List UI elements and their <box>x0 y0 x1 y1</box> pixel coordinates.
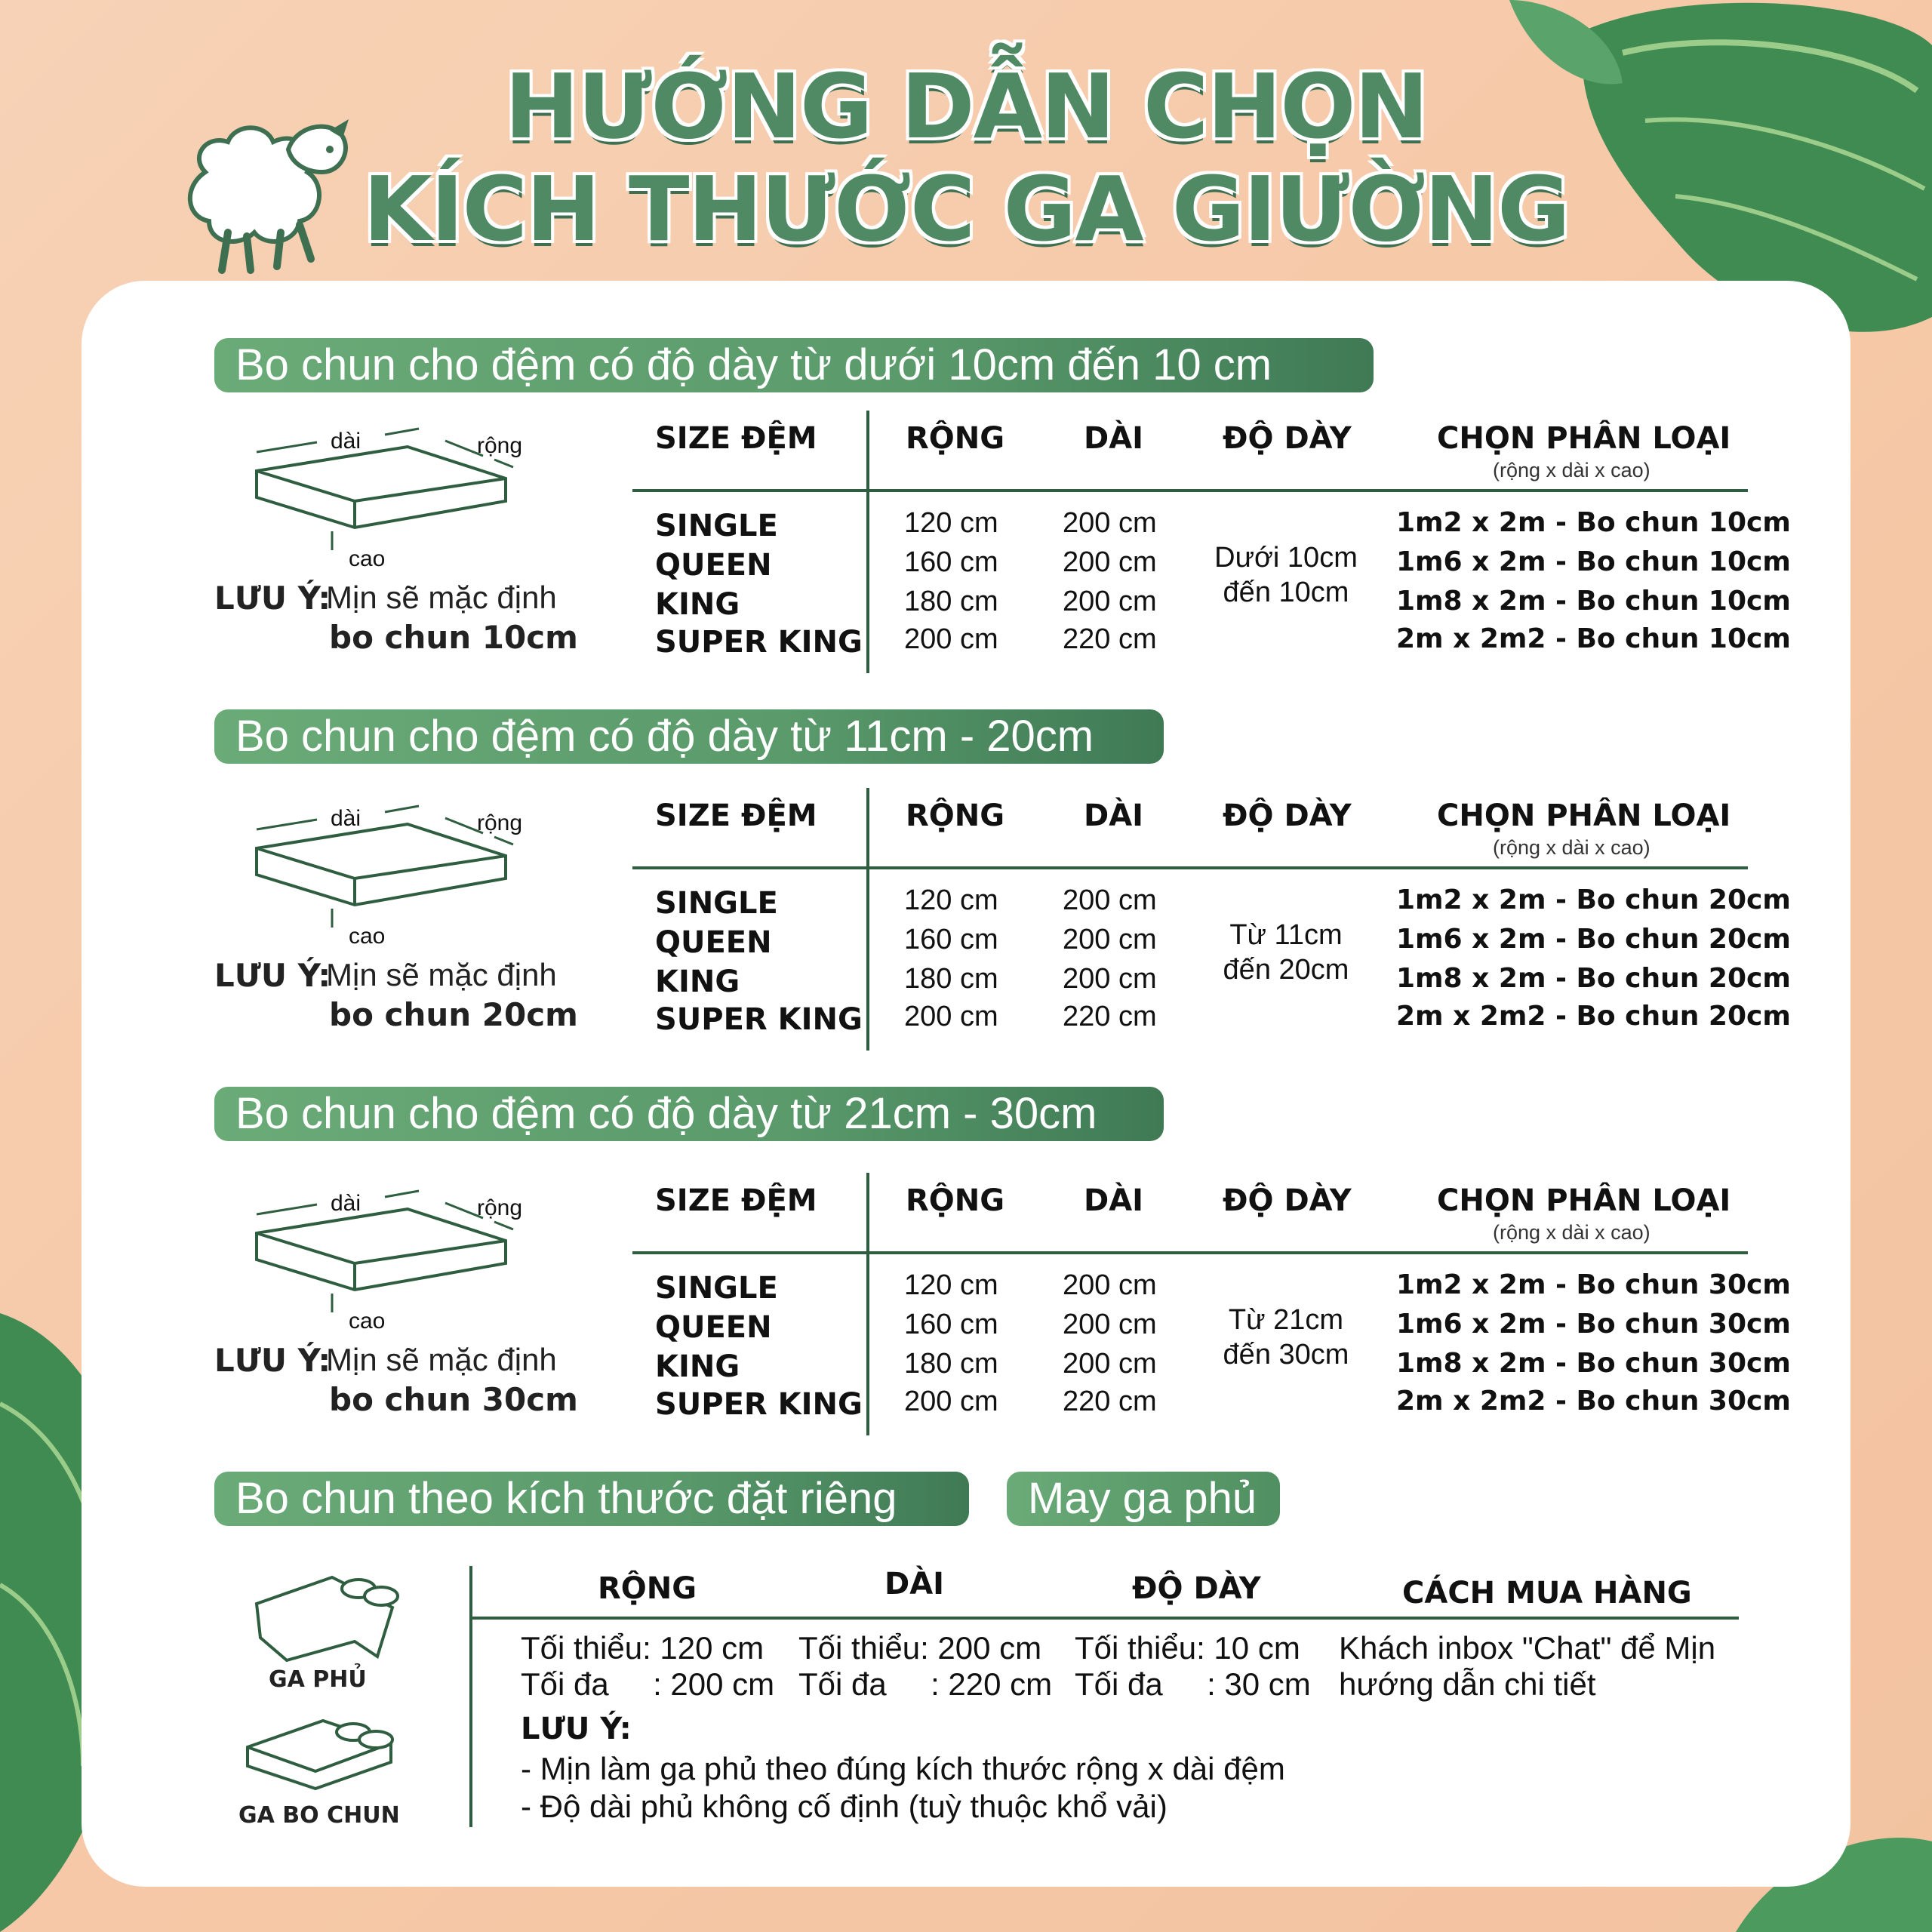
header-thickness: ĐỘ DÀY <box>1223 798 1352 833</box>
custom-header-width: RỘNG <box>598 1571 697 1606</box>
custom-size-banner: Bo chun theo kích thước đặt riêng <box>214 1472 969 1526</box>
note-label: LƯU Ý: <box>214 1342 331 1379</box>
size-length: 200 cm <box>1063 546 1157 578</box>
note-default: bo chun 10cm <box>329 619 578 656</box>
table-hline <box>632 489 1748 492</box>
header-length: DÀI <box>1084 421 1144 456</box>
mattress-label-length: dài <box>331 806 361 831</box>
custom-note-line2: - Độ dài phủ không cố định (tuỳ thuộc khổ vải) <box>521 1789 1168 1824</box>
size-length: 200 cm <box>1063 507 1157 539</box>
thickness-line2: đến 30cm <box>1223 1339 1349 1371</box>
size-name: SINGLE <box>655 886 778 921</box>
header-option-sub: (rộng x dài x cao) <box>1493 1221 1651 1244</box>
custom-header-buy: CÁCH MUA HÀNG <box>1402 1576 1692 1611</box>
note-text: Mịn sẽ mặc định <box>326 1342 557 1377</box>
ga-phu-icon <box>242 1566 400 1664</box>
size-name: SUPER KING <box>655 1002 863 1037</box>
header-thickness: ĐỘ DÀY <box>1223 1183 1352 1218</box>
size-length: 200 cm <box>1063 1309 1157 1340</box>
ga-bo-chun-icon <box>240 1702 398 1792</box>
table-vline <box>866 788 869 1051</box>
size-name: SINGLE <box>655 509 778 543</box>
size-name: SINGLE <box>655 1271 778 1306</box>
note-label: LƯU Ý: <box>214 957 331 994</box>
header-size: SIZE ĐỆM <box>655 421 817 456</box>
size-option: 1m8 x 2m - Bo chun 30cm <box>1396 1348 1791 1379</box>
size-name: SUPER KING <box>655 625 863 660</box>
mattress-label-width: rộng <box>477 811 523 835</box>
section-2-banner: Bo chun cho đệm có độ dày từ 11cm - 20cm <box>214 709 1164 764</box>
size-option: 1m8 x 2m - Bo chun 20cm <box>1396 963 1791 994</box>
mattress-label-width: rộng <box>477 433 523 458</box>
size-width: 200 cm <box>904 1001 998 1032</box>
header-width: RỘNG <box>906 1183 1005 1218</box>
mattress-label-height: cao <box>349 546 386 571</box>
size-option: 1m2 x 2m - Bo chun 30cm <box>1396 1269 1791 1300</box>
thickness-line1: Dưới 10cm <box>1214 542 1358 574</box>
header-width: RỘNG <box>906 798 1005 833</box>
size-width: 160 cm <box>904 924 998 955</box>
size-width: 120 cm <box>904 507 998 539</box>
note-text: Mịn sẽ mặc định <box>326 580 557 615</box>
thickness-line1: Từ 21cm <box>1228 1304 1344 1336</box>
custom-buy-line2: hướng dẫn chi tiết <box>1339 1666 1596 1702</box>
header-option: CHỌN PHÂN LOẠI <box>1437 798 1731 833</box>
mattress-label-length: dài <box>331 429 361 454</box>
ga-phu-label: GA PHỦ <box>269 1666 367 1693</box>
header-option: CHỌN PHÂN LOẠI <box>1437 421 1731 456</box>
size-name: QUEEN <box>655 1310 772 1345</box>
custom-thick-max: Tối đa : 30 cm <box>1075 1666 1311 1702</box>
size-length: 220 cm <box>1063 1386 1157 1417</box>
custom-table-hline <box>472 1617 1739 1620</box>
page-title-line1: HƯỚNG DẪN CHỌN <box>504 54 1428 158</box>
size-width: 180 cm <box>904 963 998 995</box>
note-label: LƯU Ý: <box>214 580 331 617</box>
size-length: 200 cm <box>1063 963 1157 995</box>
size-width: 200 cm <box>904 623 998 655</box>
section-1-banner: Bo chun cho đệm có độ dày từ dưới 10cm đến 10 cm <box>214 338 1374 392</box>
custom-table-vline <box>469 1566 472 1827</box>
size-length: 220 cm <box>1063 1001 1157 1032</box>
size-width: 180 cm <box>904 1348 998 1380</box>
size-option: 1m2 x 2m - Bo chun 20cm <box>1396 884 1791 915</box>
size-length: 200 cm <box>1063 884 1157 916</box>
size-option: 1m6 x 2m - Bo chun 30cm <box>1396 1309 1791 1340</box>
custom-buy-line1: Khách inbox "Chat" để Mịn <box>1339 1630 1716 1666</box>
header-option: CHỌN PHÂN LOẠI <box>1437 1183 1731 1218</box>
size-option: 1m6 x 2m - Bo chun 20cm <box>1396 924 1791 955</box>
thickness-line1: Từ 11cm <box>1229 919 1343 951</box>
ga-bo-chun-label: GA BO CHUN <box>238 1802 400 1829</box>
size-name: QUEEN <box>655 548 772 583</box>
size-name: KING <box>655 587 740 622</box>
custom-width-min: Tối thiểu: 120 cm <box>521 1630 764 1666</box>
size-width: 160 cm <box>904 1309 998 1340</box>
size-option: 1m6 x 2m - Bo chun 10cm <box>1396 546 1791 577</box>
header-option-sub: (rộng x dài x cao) <box>1493 459 1651 481</box>
mattress-label-width: rộng <box>477 1195 523 1220</box>
size-width: 160 cm <box>904 546 998 578</box>
header-size: SIZE ĐỆM <box>655 798 817 833</box>
custom-length-min: Tối thiểu: 200 cm <box>798 1630 1042 1666</box>
thickness-line2: đến 20cm <box>1223 954 1349 986</box>
header-length: DÀI <box>1084 798 1144 833</box>
size-option: 1m8 x 2m - Bo chun 10cm <box>1396 586 1791 617</box>
mattress-label-height: cao <box>349 1309 386 1334</box>
size-name: QUEEN <box>655 925 772 960</box>
size-option: 2m x 2m2 - Bo chun 20cm <box>1396 1001 1791 1032</box>
header-option-sub: (rộng x dài x cao) <box>1493 836 1651 859</box>
table-vline <box>866 1173 869 1435</box>
size-width: 120 cm <box>904 884 998 916</box>
size-width: 180 cm <box>904 586 998 617</box>
mattress-label-length: dài <box>331 1191 361 1216</box>
custom-note-line1: - Mịn làm ga phủ theo đúng kích thước rộng x dài đệm <box>521 1751 1285 1786</box>
size-option: 1m2 x 2m - Bo chun 10cm <box>1396 507 1791 538</box>
table-hline <box>632 1251 1748 1254</box>
size-name: KING <box>655 964 740 999</box>
table-hline <box>632 866 1748 869</box>
size-length: 200 cm <box>1063 586 1157 617</box>
table-vline <box>866 411 869 673</box>
custom-width-max: Tối đa : 200 cm <box>521 1666 775 1702</box>
size-length: 200 cm <box>1063 924 1157 955</box>
header-size: SIZE ĐỆM <box>655 1183 817 1218</box>
note-default: bo chun 20cm <box>329 996 578 1033</box>
page-title-line2: KÍCH THƯỚC GA GIƯỜNG <box>363 157 1569 261</box>
size-option: 2m x 2m2 - Bo chun 10cm <box>1396 623 1791 654</box>
custom-header-length: DÀI <box>884 1567 945 1601</box>
size-width: 120 cm <box>904 1269 998 1301</box>
header-thickness: ĐỘ DÀY <box>1223 421 1352 456</box>
custom-length-max: Tối đa : 220 cm <box>798 1666 1053 1702</box>
custom-thick-min: Tối thiểu: 10 cm <box>1075 1630 1300 1666</box>
mattress-label-height: cao <box>349 924 386 949</box>
header-length: DÀI <box>1084 1183 1144 1218</box>
size-width: 200 cm <box>904 1386 998 1417</box>
note-text: Mịn sẽ mặc định <box>326 957 557 992</box>
size-length: 220 cm <box>1063 623 1157 655</box>
size-length: 200 cm <box>1063 1269 1157 1301</box>
custom-header-thickness: ĐỘ DÀY <box>1132 1571 1261 1606</box>
size-name: SUPER KING <box>655 1387 863 1422</box>
custom-note-title: LƯU Ý: <box>521 1712 632 1746</box>
size-option: 2m x 2m2 - Bo chun 30cm <box>1396 1386 1791 1417</box>
size-length: 200 cm <box>1063 1348 1157 1380</box>
cover-sheet-banner: May ga phủ <box>1007 1472 1280 1526</box>
note-default: bo chun 30cm <box>329 1381 578 1418</box>
size-name: KING <box>655 1349 740 1384</box>
thickness-line2: đến 10cm <box>1223 577 1349 608</box>
section-3-banner: Bo chun cho đệm có độ dày từ 21cm - 30cm <box>214 1087 1164 1141</box>
header-width: RỘNG <box>906 421 1005 456</box>
